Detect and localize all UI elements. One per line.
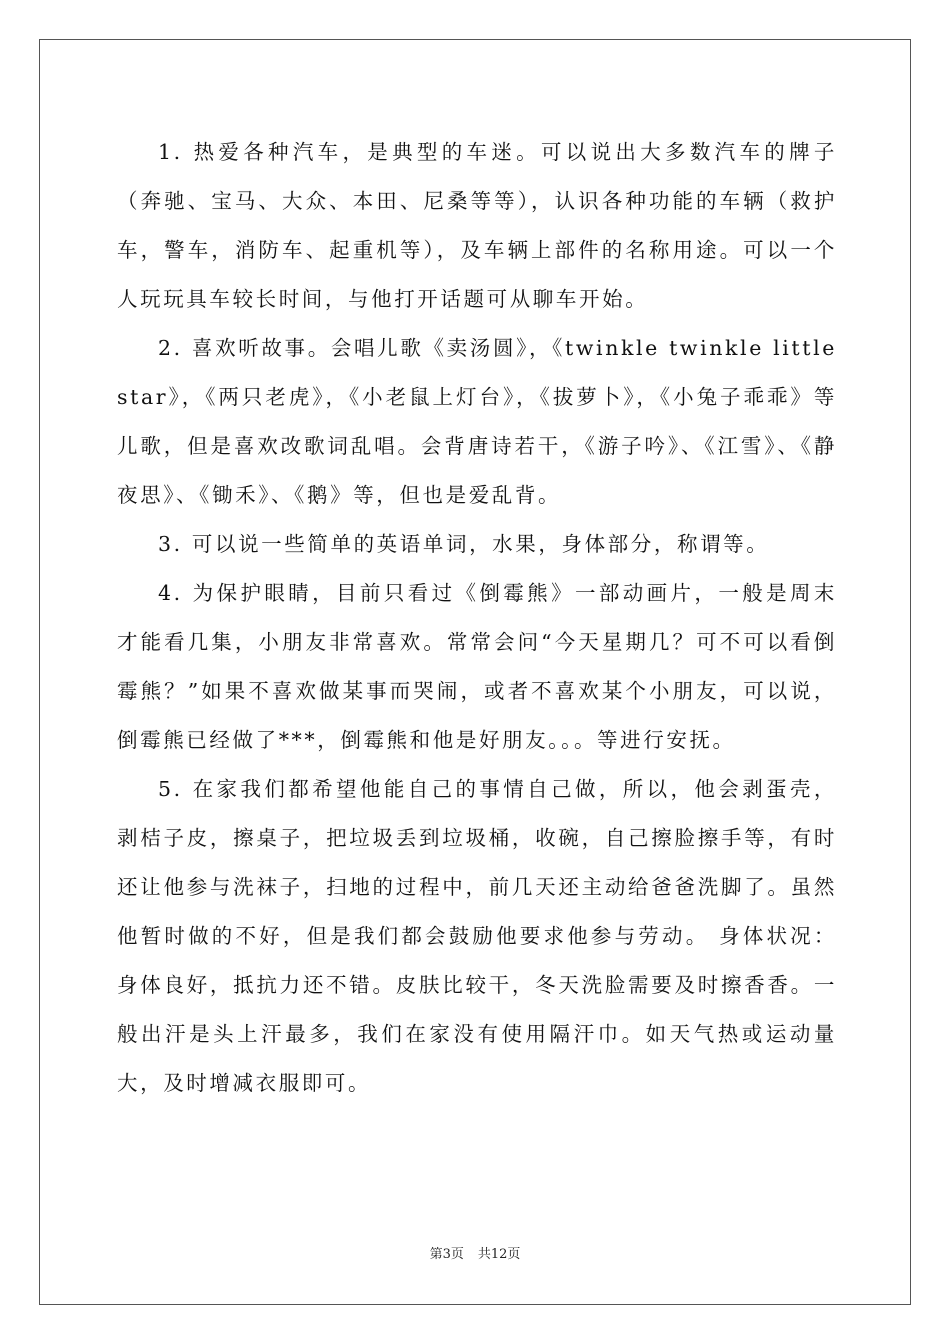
document-body [117,128,837,1108]
paragraph-4: 4. 为保护眼睛，目前只看过《倒霉熊》一部动画片，一般是周末才能看几集，小朋友非常喜欢。常常会问“今天星期几？可不可以看倒霉熊？”如果不喜欢做某事而哭闹，或者不喜欢某个小朋友，可以说，倒霉熊已经做了***，倒霉熊和他是好朋友。。。等进行安抚。 [117,581,837,752]
page-total: 共12页 [477,1247,521,1262]
page-footer [0,1246,950,1264]
paragraph-5: 5. 在家我们都希望他能自己的事情自己做，所以，他会剥蛋壳，剥桔子皮，擦桌子，把垃圾丢到垃圾桶，收碗，自己擦脸擦手等，有时还让他参与洗袜子，扫地的过程中，前几天还主动给爸爸洗脚了。虽然他暂时做的不好，但是我们都会鼓励他要求他参与劳动。 身体状况：身体良好，抵抗力还不错。皮肤比较干，冬天洗脸需要及时擦香香。一般出汗是头上汗最多，我们在家没有使用隔汗巾。如天气热或运动量大，及时增减衣服即可。 [117,777,837,1095]
paragraph-2: 2. 喜欢听故事。会唱儿歌《卖汤圆》，《twinkle twinkle little star》，《两只老虎》，《小老鼠上灯台》，《拔萝卜》，《小兔子乖乖》等儿歌，但是喜欢改歌词乱唱。会背唐诗若干，《游子吟》、《江雪》、《静夜思》、《锄禾》、《鹅》等，但也是爱乱背。 [117,336,837,507]
paragraph-3: 3. 可以说一些简单的英语单词，水果，身体部分，称谓等。 [158,532,770,556]
page-number: 第3页 [429,1247,464,1262]
paragraph-1: 1. 热爱各种汽车，是典型的车迷。可以说出大多数汽车的牌子（奔驰、宝马、大众、本田、尼桑等等），认识各种功能的车辆（救护车，警车，消防车、起重机等），及车辆上部件的名称用途。可以一个人玩玩具车较长时间，与他打开话题可从聊车开始。 [117,140,837,311]
